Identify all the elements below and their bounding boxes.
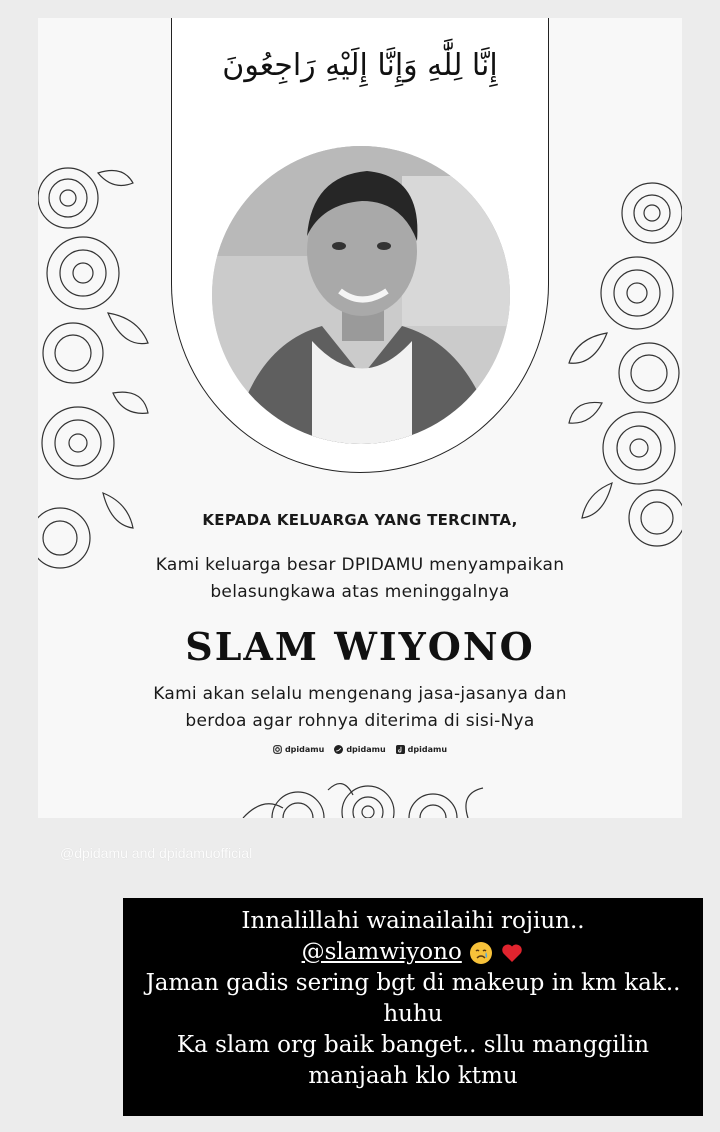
arabic-calligraphy: إِنَّا لِلَّٰهِ وَإِنَّا إِلَيْهِ رَاجِعُونَ: [222, 48, 498, 83]
repost-credit[interactable]: @dpidamu and dpidamuofficial: [60, 845, 253, 861]
caption-line-2: [123, 937, 703, 968]
twitter-handle: dpidamu: [346, 745, 386, 754]
instagram-icon: [273, 745, 282, 754]
condolence-card: [38, 18, 682, 818]
greeting-heading: KEPADA KELUARGA YANG TERCINTA,: [202, 511, 518, 529]
story-caption: [123, 898, 703, 1116]
social-instagram: [273, 745, 324, 754]
social-tiktok: [396, 745, 447, 754]
photo-frame-arch: [171, 18, 549, 473]
memorial-photo: [212, 146, 510, 444]
caption-line-6: manjaah klo ktmu: [308, 1063, 518, 1089]
tiktok-icon: [396, 745, 405, 754]
caption-line-3: Jaman gadis sering bgt di makeup in km kak..: [145, 970, 681, 996]
portrait-illustration: [212, 146, 510, 444]
deceased-name: SLAM WIYONO: [185, 624, 535, 669]
crying-face-icon: [469, 941, 493, 965]
social-handles: [38, 745, 682, 754]
floral-decoration-bottom: [238, 770, 488, 818]
twitter-icon: [334, 745, 343, 754]
instagram-handle: dpidamu: [284, 745, 325, 754]
mention-link[interactable]: @slamwiyono: [301, 939, 462, 965]
heart-icon: [500, 941, 524, 965]
social-twitter: [334, 745, 385, 754]
caption-line-4: huhu: [383, 1001, 443, 1027]
message-line-1: Kami keluarga besar DPIDAMU menyampaikan: [155, 555, 565, 575]
message-line-2: belasungkawa atas meninggalnya: [210, 582, 510, 602]
tiktok-handle: dpidamu: [407, 745, 448, 754]
message-line-3: Kami akan selalu mengenang jasa-jasanya dan: [153, 684, 567, 704]
caption-line-5: Ka slam org baik banget.. sllu manggilin: [176, 1032, 650, 1058]
caption-line-1: Innalillahi wainailaihi rojiun..: [241, 908, 585, 934]
message-line-4: berdoa agar rohnya diterima di sisi-Nya: [185, 711, 535, 731]
